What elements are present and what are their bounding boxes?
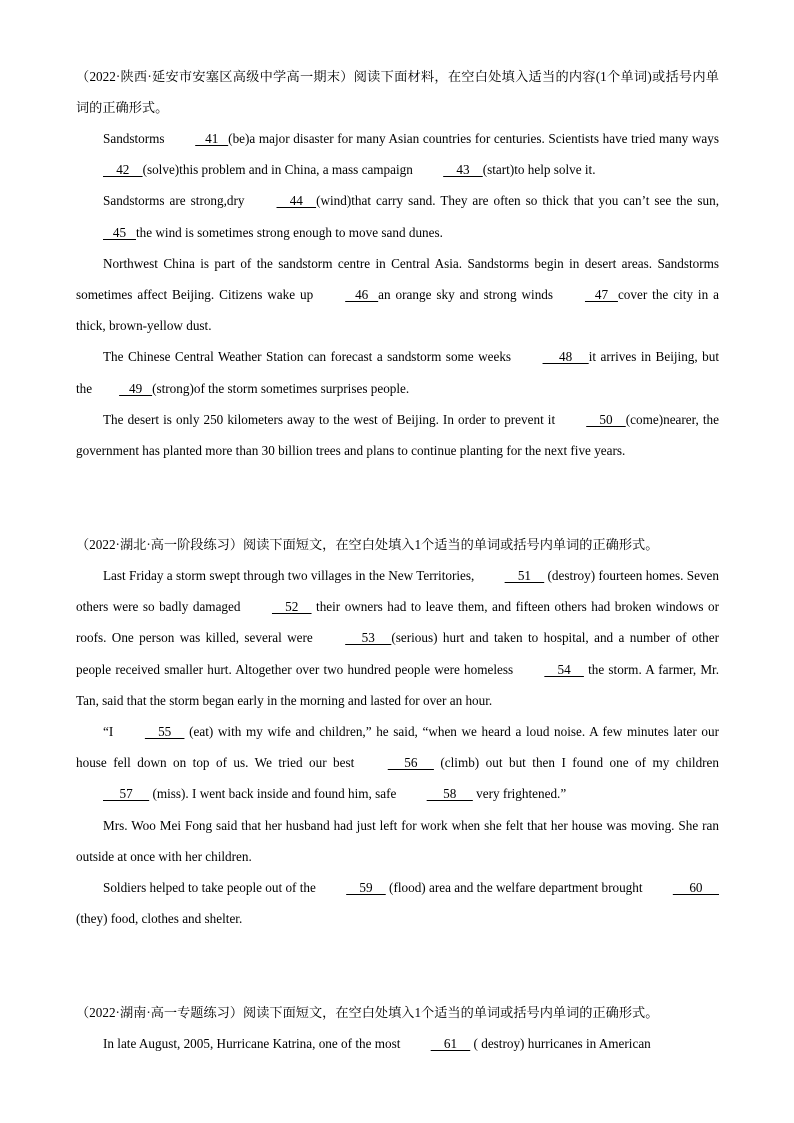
answer-blank[interactable]: 47 xyxy=(584,287,618,303)
exercise-header: （2022·湖南·高一专题练习）阅读下面短文，在空白处填入1个适当的单词或括号内单词的正确形式。 xyxy=(76,1005,659,1020)
passage-paragraph: Mrs. Woo Mei Fong said that her husband had just left for work when she felt that her house was moving. She ran outside at once with her children. xyxy=(76,817,719,864)
answer-blank[interactable]: 58 xyxy=(426,786,473,802)
answer-blank[interactable]: 42 xyxy=(103,162,143,178)
exercise-section-2 xyxy=(76,529,719,934)
passage-paragraph: Northwest China is part of the sandstorm centre in Central Asia. Sandstorms begin in desert areas. Sandstorms sometimes affect Beijing. Citizens wake up 46 an orange sky and strong winds 47 cover the city in a thick, brown-yellow dust. xyxy=(76,255,719,334)
passage-paragraph: In late August, 2005, Hurricane Katrina, one of the most 61 ( destroy) hurricanes in American xyxy=(76,1028,719,1059)
answer-blank[interactable]: 57 xyxy=(103,786,150,802)
passage-paragraph: Sandstorms 41 (be)a major disaster for many Asian countries for centuries. Scientists have tried many ways 42 (solve)this problem and in China, a mass campaign 43 (start)to help solve it. xyxy=(76,123,719,185)
answer-blank[interactable]: 44 xyxy=(276,193,317,209)
answer-blank[interactable]: 50 xyxy=(586,411,626,427)
answer-blank[interactable]: 53 xyxy=(345,630,392,646)
answer-blank[interactable]: 61 xyxy=(430,1036,471,1051)
answer-blank[interactable]: 55 xyxy=(144,724,185,740)
exercise-section-1 xyxy=(76,61,719,466)
answer-blank[interactable]: 48 xyxy=(542,349,589,365)
answer-blank[interactable]: 45 xyxy=(103,224,136,240)
answer-blank[interactable]: 51 xyxy=(504,568,545,583)
passage-paragraph: “I 55 (eat) with my wife and children,” he said, “when we heard a loud noise. A few minutes later our house fell down on top of us. We tried our best 56 (climb) out but then I found one of my children 57 (miss). I went back inside and found him, safe 58 very frightened.” xyxy=(76,716,719,810)
passage-paragraph: The Chinese Central Weather Station can forecast a sandstorm some weeks 48 it arrives in Beijing, but the 49 (strong)of the storm sometimes surprises people. xyxy=(76,341,719,403)
passage-paragraph: Sandstorms are strong,dry 44 (wind)that carry sand. They are often so thick that you can’t see the sun, 45 the wind is sometimes strong enough to move sand dunes. xyxy=(76,185,719,247)
passage-paragraph: Last Friday a storm swept through two villages in the New Territories, 51 (destroy) fourteen homes. Seven others were so badly damaged 52 their owners had to leave them, and fifteen others had broken windows or roofs. One person was killed, several were 53 (serious) hurt and taken to hospital, and a number of other people received smaller hurt. Altogether over two hundred people were homeless 54 the storm. A farmer, Mr. Tan, said that the storm began early in the morning and lasted for over an hour. xyxy=(76,560,719,716)
answer-blank[interactable]: 43 xyxy=(443,162,483,178)
exercise-section-3 xyxy=(76,997,719,1059)
passage-paragraph: Soldiers helped to take people out of the 59 (flood) area and the welfare department brought 60 (they) food, clothes and shelter. xyxy=(76,872,719,934)
answer-blank[interactable]: 54 xyxy=(544,661,584,677)
answer-blank[interactable]: 46 xyxy=(345,287,379,303)
answer-blank[interactable]: 59 xyxy=(346,880,386,896)
answer-blank[interactable]: 56 xyxy=(387,755,434,771)
exercise-header: （2022·湖北·高一阶段练习）阅读下面短文，在空白处填入1个适当的单词或括号内单词的正确形式。 xyxy=(76,537,659,552)
answer-blank[interactable]: 52 xyxy=(271,599,312,615)
answer-blank[interactable]: 41 xyxy=(195,131,229,146)
answer-blank[interactable]: 49 xyxy=(119,380,153,396)
exercise-header: （2022·陕西·延安市安塞区高级中学高一期末）阅读下面材料，在空白处填入适当的内容(1个单词)或括号内单词的正确形式。 xyxy=(76,69,719,115)
answer-blank[interactable]: 60 xyxy=(672,880,719,896)
passage-paragraph: The desert is only 250 kilometers away to the west of Beijing. In order to prevent it 50 (come)nearer, the government has planted more than 30 billion trees and plans to continue planting for the next five years. xyxy=(76,404,719,466)
